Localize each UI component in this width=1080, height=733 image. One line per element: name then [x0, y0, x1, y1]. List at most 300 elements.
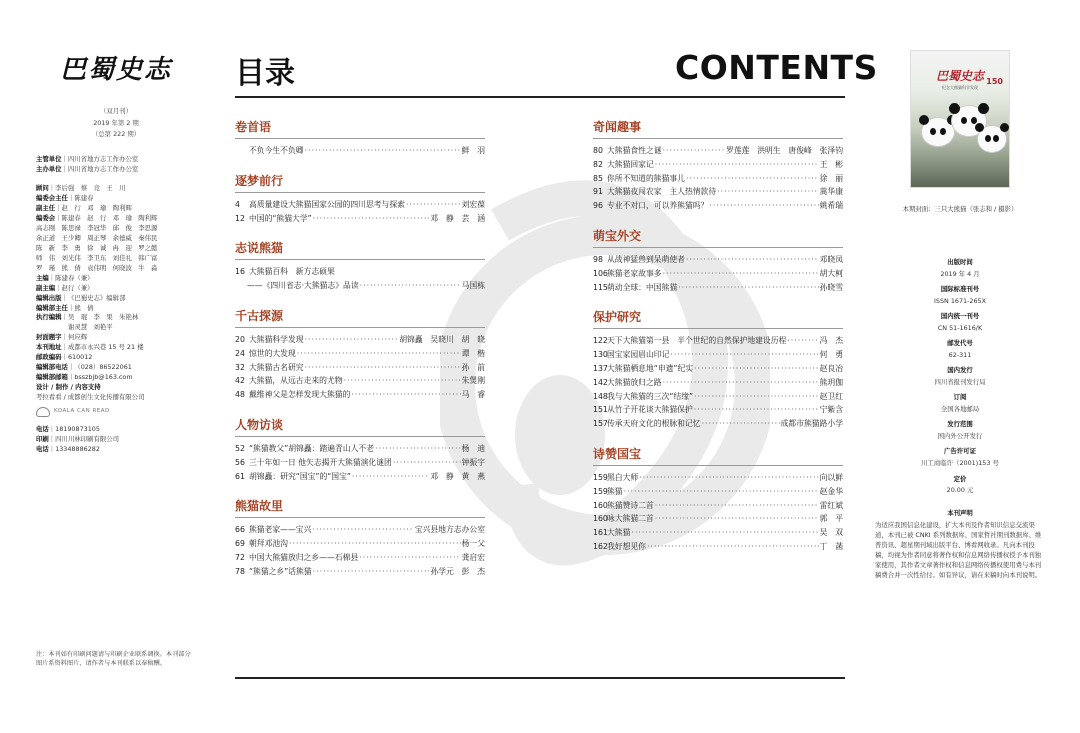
masthead-value: ｜熊 倩	[67, 303, 94, 312]
article-title: ——《四川省志·大熊猫志》品读	[247, 281, 359, 291]
leader-dots	[393, 456, 461, 470]
article-title: 熊猫	[607, 486, 623, 496]
article-title: 惊世的大发现	[249, 348, 296, 358]
page-number: 52	[235, 443, 245, 453]
toc-entry[interactable]	[593, 403, 843, 417]
masthead-line	[36, 313, 196, 323]
article-author: 刘宏葆	[461, 199, 485, 209]
masthead-line	[36, 393, 196, 403]
toc-entry[interactable]	[235, 442, 485, 456]
toc-entry[interactable]	[235, 198, 485, 212]
footer-note: 注：本刊如有印刷问题请与印刷企业联系调换。本刊部分图片系资料图片，请作者与本刊联系以奉稿酬。	[36, 651, 191, 668]
toc-section	[593, 227, 843, 294]
article-author: 邓 静 黄 燕	[430, 471, 485, 481]
article-author: 蒿华康	[819, 187, 843, 197]
toc-section	[593, 308, 843, 431]
page-number: 82	[593, 159, 603, 169]
pub-value: 国内外公开发行	[937, 431, 983, 440]
page-number: 98	[593, 254, 603, 264]
toc-entry[interactable]	[593, 172, 843, 186]
toc-entry[interactable]	[235, 551, 485, 565]
header-rule	[235, 96, 845, 98]
page-number: 4	[235, 199, 240, 209]
pub-value: 62-311	[948, 350, 972, 359]
article-title: 大熊猫放归之路	[607, 377, 662, 387]
section-heading: 卷首语	[235, 118, 485, 139]
masthead-value: ｜《巴蜀史志》编辑部	[61, 293, 126, 302]
pub-value: 川工商临许（2001)153 号	[921, 458, 999, 467]
cover-caption: 本期封面：三只大熊猫（张志和 / 摄影）	[902, 205, 1018, 213]
article-author: 罗莲莲 洪明生 唐俊峰 张泽钧	[726, 146, 843, 155]
declaration-text: 为适应我国信息化建设，扩大本刊及作者知识信息交流渠道，本刊已被 CNKI 系列数据库、国家哲社期刊数据库、维普资讯、超星期刊域出版平台、博看网收录。凡向本刊投稿，均视为作者同意将著作权和信息网络传播权授予本刊独家使用，其作者文章著作权和信息网络传播权使用费与本刊稿费合并一次性给付。如有异议，请在来稿时向本刊说明。	[875, 521, 1042, 580]
article-author: 朱煲刚	[461, 376, 485, 386]
leader-dots	[359, 551, 460, 565]
toc-section	[593, 445, 843, 554]
page-number: 159	[593, 472, 608, 482]
toc-entry[interactable]	[593, 499, 843, 513]
article-author: 吴 双	[819, 528, 843, 538]
masthead-line	[36, 184, 196, 194]
toc-section	[235, 172, 485, 226]
toc-entry[interactable]	[235, 565, 485, 579]
article-author: 徐 丽	[819, 173, 843, 183]
pub-value: 2019 年 4 月	[940, 269, 980, 278]
toc-entry[interactable]	[593, 362, 843, 376]
article-title: 从竹子开花谈大熊猫保护	[607, 405, 693, 415]
article-author: 向以鲜	[819, 472, 843, 482]
article-author: 丁 菡	[819, 541, 843, 551]
masthead-line	[36, 234, 196, 244]
page-number: 16	[235, 267, 245, 277]
koala-logo	[36, 407, 196, 417]
article-title: 咏大熊猫二首	[607, 514, 654, 524]
article-author: 邓晓凤	[819, 254, 843, 264]
page-number: 72	[235, 552, 245, 562]
pub-value: 全国各地邮局	[940, 404, 980, 413]
page-number: 162	[593, 541, 608, 551]
page-number: 12	[235, 213, 245, 223]
article-title: 大熊猫回家记	[607, 159, 654, 169]
masthead-line-text: 师 伟 刘光伟 李卫东 刘佳礼 韩广富	[36, 253, 158, 262]
page-number: 161	[593, 528, 608, 538]
leader-dots	[678, 281, 818, 295]
cover-thumbnail	[910, 50, 1010, 188]
pub-label: 发行范围	[947, 420, 973, 429]
masthead-label: 主编	[36, 273, 49, 282]
masthead-line	[36, 343, 196, 353]
article-author: 成都市熊猫路小学	[780, 419, 843, 429]
article-title: 大熊猫百科 新方志硕果	[249, 267, 335, 277]
toc-entry[interactable]	[235, 144, 485, 158]
toc-entry[interactable]	[235, 333, 485, 347]
toc-entry[interactable]	[235, 347, 485, 361]
article-author: 何 勇	[819, 350, 843, 360]
page-title-en: CONTENTS	[675, 48, 878, 87]
leader-dots	[313, 565, 430, 579]
masthead-line	[36, 383, 196, 393]
toc-section	[235, 239, 485, 293]
masthead-line	[36, 445, 196, 455]
frequency-text: （双月刊）	[100, 107, 132, 115]
issue-number: 2019 年第 2 期	[93, 118, 139, 127]
page-number: 80	[593, 146, 603, 155]
article-title: 天下大熊猫第一县 半个世纪的自然保护地建设历程	[607, 336, 787, 346]
toc-entry[interactable]	[593, 185, 843, 199]
section-heading: 熊猫故里	[235, 497, 485, 518]
article-title: 不负今生不负卿	[249, 146, 304, 155]
leader-dots	[694, 362, 819, 376]
article-author: 熊玥伽	[819, 377, 843, 387]
toc-section	[235, 416, 485, 483]
masthead-line	[36, 353, 196, 363]
leader-dots	[663, 144, 725, 158]
masthead-label: 主管单位	[36, 154, 62, 163]
toc-entry[interactable]	[593, 144, 843, 158]
leader-dots	[647, 540, 819, 554]
article-author: 赵良冶	[819, 363, 843, 373]
masthead-value: ｜bsszbjb@163.com	[67, 372, 133, 381]
article-title: 我好想见你	[607, 541, 646, 551]
article-author: 钟振宇	[461, 457, 485, 467]
section-heading: 保护研究	[593, 308, 843, 329]
toc-entry[interactable]	[593, 199, 843, 213]
article-author: 宁紫含	[819, 405, 843, 415]
masthead-label: 编委会	[36, 214, 56, 223]
article-title: 大熊猫夜闯农家 主人热情款待	[607, 187, 717, 197]
cover-logo: 巴蜀史志	[935, 69, 984, 83]
masthead-value: ｜18190873105	[48, 424, 100, 433]
leader-dots	[670, 348, 818, 362]
section-heading: 萌宝外交	[593, 227, 843, 248]
pub-label: 订阅	[953, 393, 967, 402]
page-number: 130	[593, 350, 608, 360]
leader-dots	[305, 144, 461, 158]
masthead-value: ｜吴 琨 李 果 朱艳林	[61, 313, 139, 322]
issue-info	[36, 106, 196, 141]
article-author: 杨 迪	[461, 443, 485, 453]
leader-dots	[663, 376, 819, 390]
pub-value: ISSN 1671-265X	[934, 296, 986, 305]
pub-value: CN 51-1616/K	[937, 323, 983, 332]
masthead-label: 邮政编码	[36, 353, 62, 362]
leader-dots	[305, 361, 461, 375]
masthead-line-text: 高志刚 陈思禄 李冠华 邱 俊 李思源	[36, 224, 158, 233]
article-author: 孙学元 彭 杰	[430, 566, 485, 576]
toc-entry[interactable]	[593, 390, 843, 404]
masthead-label: 副主任	[36, 204, 56, 213]
leader-dots	[655, 512, 819, 526]
pub-label: 国内发行	[947, 366, 973, 375]
leader-dots	[686, 172, 819, 186]
article-author: 宝兴县地方志办公室	[414, 525, 485, 535]
masthead-label: 电话	[36, 444, 49, 453]
article-title: 熊猫赞诗二首	[607, 500, 654, 510]
masthead-line	[36, 425, 196, 435]
pub-label: 国内统一刊号	[940, 312, 980, 321]
page-number: 106	[593, 268, 608, 278]
toc-entry[interactable]	[593, 526, 843, 540]
page-number: 115	[593, 282, 608, 292]
pub-label: 国际标准刊号	[940, 285, 980, 294]
article-author: 鲜 羽	[461, 146, 485, 155]
masthead-value: ｜610012	[61, 353, 93, 362]
masthead-label: 执行编辑	[36, 313, 62, 322]
masthead-line	[36, 224, 196, 234]
toc-entry[interactable]	[235, 374, 485, 388]
toc-entry[interactable]	[235, 523, 485, 537]
masthead-label: 电话	[36, 424, 49, 433]
page-number: 91	[593, 187, 603, 197]
page-number: 85	[593, 173, 603, 183]
article-author: 赵卫红	[819, 391, 843, 401]
toc-entry[interactable]	[235, 470, 485, 484]
masthead-label: 主办单位	[36, 164, 62, 173]
leader-dots	[406, 198, 461, 212]
pub-value: 20.00 元	[946, 486, 974, 495]
leader-dots	[305, 333, 399, 347]
leader-dots	[351, 388, 460, 402]
article-author: 马 睿	[461, 390, 485, 400]
toc-entry[interactable]	[235, 212, 485, 226]
article-author: 冯 杰	[819, 336, 843, 346]
masthead-line	[36, 333, 196, 343]
toc-column-left	[235, 118, 485, 593]
page-number: 48	[235, 390, 245, 400]
leader-dots	[312, 523, 413, 537]
toc-section	[593, 118, 843, 213]
toc-entry[interactable]	[593, 267, 843, 281]
article-author: 谭 楷	[461, 348, 485, 358]
masthead-line	[36, 373, 196, 383]
article-title: 萌动全球：中国熊猫	[607, 282, 678, 292]
article-title: 你所不知道的熊猫事儿	[607, 173, 685, 183]
info-column	[875, 50, 1045, 581]
masthead-line-text: 谢灵慧 刘艳平	[36, 323, 113, 332]
article-title: 朝拜邓池沟	[249, 539, 288, 549]
declaration-title: 本刊声明	[947, 508, 973, 517]
toc-entry[interactable]	[593, 376, 843, 390]
masthead-value: ｜成都市永兴巷 15 号 21 楼	[61, 343, 144, 352]
masthead-list	[36, 155, 196, 403]
page-number: 66	[235, 525, 245, 535]
masthead-value: ｜四川省地方志工作办公室	[61, 154, 139, 163]
masthead-line	[36, 214, 196, 224]
page-number: 137	[593, 363, 608, 373]
toc-entry[interactable]	[593, 540, 843, 554]
article-author: 赵金华	[819, 486, 843, 496]
leader-dots	[655, 158, 819, 172]
masthead-line	[36, 294, 196, 304]
masthead-line	[36, 304, 196, 314]
masthead-line	[36, 363, 196, 373]
masthead-value: ｜赵行（兼）	[55, 283, 94, 292]
toc-section	[235, 118, 485, 158]
section-heading: 逐梦前行	[235, 172, 485, 193]
page-number: 160	[593, 514, 608, 524]
article-title: 中国大熊猫放归之乡——石棉县	[249, 552, 359, 562]
masthead-value: ｜陈建春 赵 行 邓 瑜 陶利辉	[55, 214, 158, 223]
article-title: 大熊猫古名研究	[249, 362, 304, 372]
leader-dots	[787, 334, 818, 348]
article-title: 传承天府文化的根脉和记忆	[607, 419, 701, 429]
article-author: 杨一父	[461, 539, 485, 549]
section-heading: 千古探源	[235, 307, 485, 328]
page-number: 61	[235, 471, 245, 481]
article-title: 从战神猛兽到呆萌使者	[607, 254, 685, 264]
article-author: 王 彬	[819, 159, 843, 169]
page-number: 24	[235, 348, 245, 358]
article-title: 胡锦矗：研究“国宝”的“国宝”	[249, 471, 351, 481]
masthead-line	[36, 244, 196, 254]
toc-entry[interactable]	[235, 361, 485, 375]
toc-entry[interactable]	[593, 334, 843, 348]
masthead-line	[36, 435, 196, 445]
toc-entry[interactable]	[235, 537, 485, 551]
page-number: 56	[235, 457, 245, 467]
masthead-label: 编委会主任	[36, 194, 68, 203]
masthead-line	[36, 194, 196, 204]
masthead-line	[36, 204, 196, 214]
toc-entry[interactable]	[593, 158, 843, 172]
masthead-line	[36, 284, 196, 294]
article-title: 大熊猫科学发现	[249, 334, 304, 344]
toc-entry[interactable]	[593, 281, 843, 295]
leader-dots	[344, 374, 461, 388]
masthead-label: 副主编	[36, 283, 56, 292]
leader-dots	[352, 470, 430, 484]
toc-entry[interactable]	[593, 348, 843, 362]
article-title: 戴维神父是怎样发现大熊猫的	[249, 390, 351, 400]
leader-dots	[624, 485, 819, 499]
article-title: 熊猫老家——宝兴	[249, 525, 312, 535]
toc-entry[interactable]	[593, 485, 843, 499]
article-title: 专业不对口，可以养熊猫吗？	[607, 201, 709, 211]
masthead-label: 编辑部电话	[36, 363, 68, 372]
pub-label: 出版时间	[947, 258, 973, 266]
toc-entry[interactable]	[235, 279, 485, 293]
leader-dots	[709, 199, 818, 213]
article-author: 孙晓雪	[819, 282, 843, 292]
masthead-line	[36, 264, 196, 274]
toc-entry[interactable]	[593, 417, 843, 431]
page-number	[235, 144, 249, 158]
masthead-column	[36, 50, 196, 454]
panda-icon	[921, 117, 955, 147]
leader-dots	[717, 185, 818, 199]
page-number: 78	[235, 566, 245, 576]
toc-entry[interactable]	[235, 456, 485, 470]
panda-icon	[977, 125, 1007, 153]
masthead-label: 设计 / 制作 / 内容支持	[36, 382, 101, 391]
publication-info	[875, 257, 1045, 497]
leader-dots	[694, 403, 819, 417]
toc-entry[interactable]	[593, 253, 843, 267]
article-author: 马国栋	[461, 281, 485, 291]
masthead-label: 编辑部主任	[36, 303, 68, 312]
masthead-label: 顾问	[36, 184, 49, 193]
toc-entry[interactable]	[235, 265, 485, 279]
page-number: 96	[593, 201, 603, 211]
article-title: 大熊猫，从远古走来的尤物	[249, 376, 343, 386]
page-number: 42	[235, 376, 245, 386]
masthead-line	[36, 155, 196, 165]
toc-column-right	[593, 118, 843, 568]
leader-dots	[694, 390, 819, 404]
leader-dots	[663, 267, 819, 281]
pub-label: 邮发代号	[947, 339, 973, 348]
toc-entry[interactable]	[593, 471, 843, 485]
masthead-line-text: 考拉看看 / 成都创生文化传播有限公司	[36, 392, 145, 401]
toc-section	[235, 497, 485, 578]
pub-value: 四川省报刊发行局	[934, 377, 986, 386]
section-heading: 奇闻趣事	[593, 118, 843, 139]
page-number: 159	[593, 486, 608, 496]
toc-entry[interactable]	[593, 512, 843, 526]
article-title: 我与大熊猫的三次“结缘”	[607, 391, 694, 401]
article-title: 黑白大师	[607, 472, 639, 482]
page-number: 160	[593, 500, 608, 510]
section-heading: 诗赞国宝	[593, 445, 843, 466]
article-title: 熊猫老家故事多	[607, 268, 662, 278]
koala-logo-text: KOALA CAN READ	[54, 408, 110, 415]
masthead-value: ｜（028）86522061	[67, 363, 132, 372]
total-issue-number: （总第 222 期）	[91, 130, 141, 139]
masthead-label: 封面题字	[36, 333, 62, 342]
page-number: 148	[593, 391, 608, 401]
article-title: 三十年如一日 他矢志揭开大熊猫演化谜团	[249, 457, 392, 467]
article-author: 郭 平	[819, 514, 843, 524]
toc-section	[235, 307, 485, 402]
article-author: 邓 静 芸 涵	[430, 213, 485, 223]
masthead-line	[36, 274, 196, 284]
page-number: 142	[593, 377, 608, 387]
page-number: 151	[593, 405, 608, 415]
leader-dots	[289, 537, 461, 551]
section-heading: 人物访谈	[235, 416, 485, 437]
contact-list	[36, 425, 196, 455]
leader-dots	[360, 279, 461, 293]
masthead-label: 印刷	[36, 434, 49, 443]
toc-entry[interactable]	[235, 388, 485, 402]
masthead-line	[36, 323, 196, 333]
masthead-label: 编辑出版	[36, 293, 62, 302]
article-title: 大熊猫食性之谜	[607, 146, 662, 155]
article-title: 国宝家园眉山印记	[607, 350, 670, 360]
masthead-value: ｜赵 行 邓 瑜 陶利辉	[55, 204, 132, 213]
masthead-label: 编辑部邮箱	[36, 372, 68, 381]
article-author: 姚希瑞	[819, 201, 843, 211]
article-author: 龚启宏	[461, 552, 485, 562]
article-title: “熊猫之乡”话熊猫	[249, 566, 312, 576]
article-title: 中国的“熊猫大学”	[249, 213, 312, 223]
masthead-line-text: 罗 瑾 熊 倩 袁伟明 何晓波 牛 淼	[36, 263, 158, 272]
masthead-value: ｜13348886282	[48, 444, 100, 453]
leader-dots	[297, 347, 461, 361]
masthead-value: ｜何应辉	[61, 333, 88, 342]
koala-icon	[36, 407, 50, 417]
pub-label: 定价	[953, 474, 967, 483]
page-number: 157	[593, 419, 608, 429]
spacer	[36, 174, 196, 184]
page-number: 20	[235, 334, 245, 344]
article-author: 胡锦矗 吴晓川 胡 晓	[399, 334, 485, 344]
cover-subtitle: 纪念大熊猫科学发现	[942, 85, 978, 90]
leader-dots	[702, 417, 780, 431]
leader-dots	[655, 499, 819, 513]
leader-dots	[375, 442, 461, 456]
journal-logo: 巴蜀史志	[59, 55, 172, 85]
article-title: 大熊猫	[607, 528, 631, 538]
